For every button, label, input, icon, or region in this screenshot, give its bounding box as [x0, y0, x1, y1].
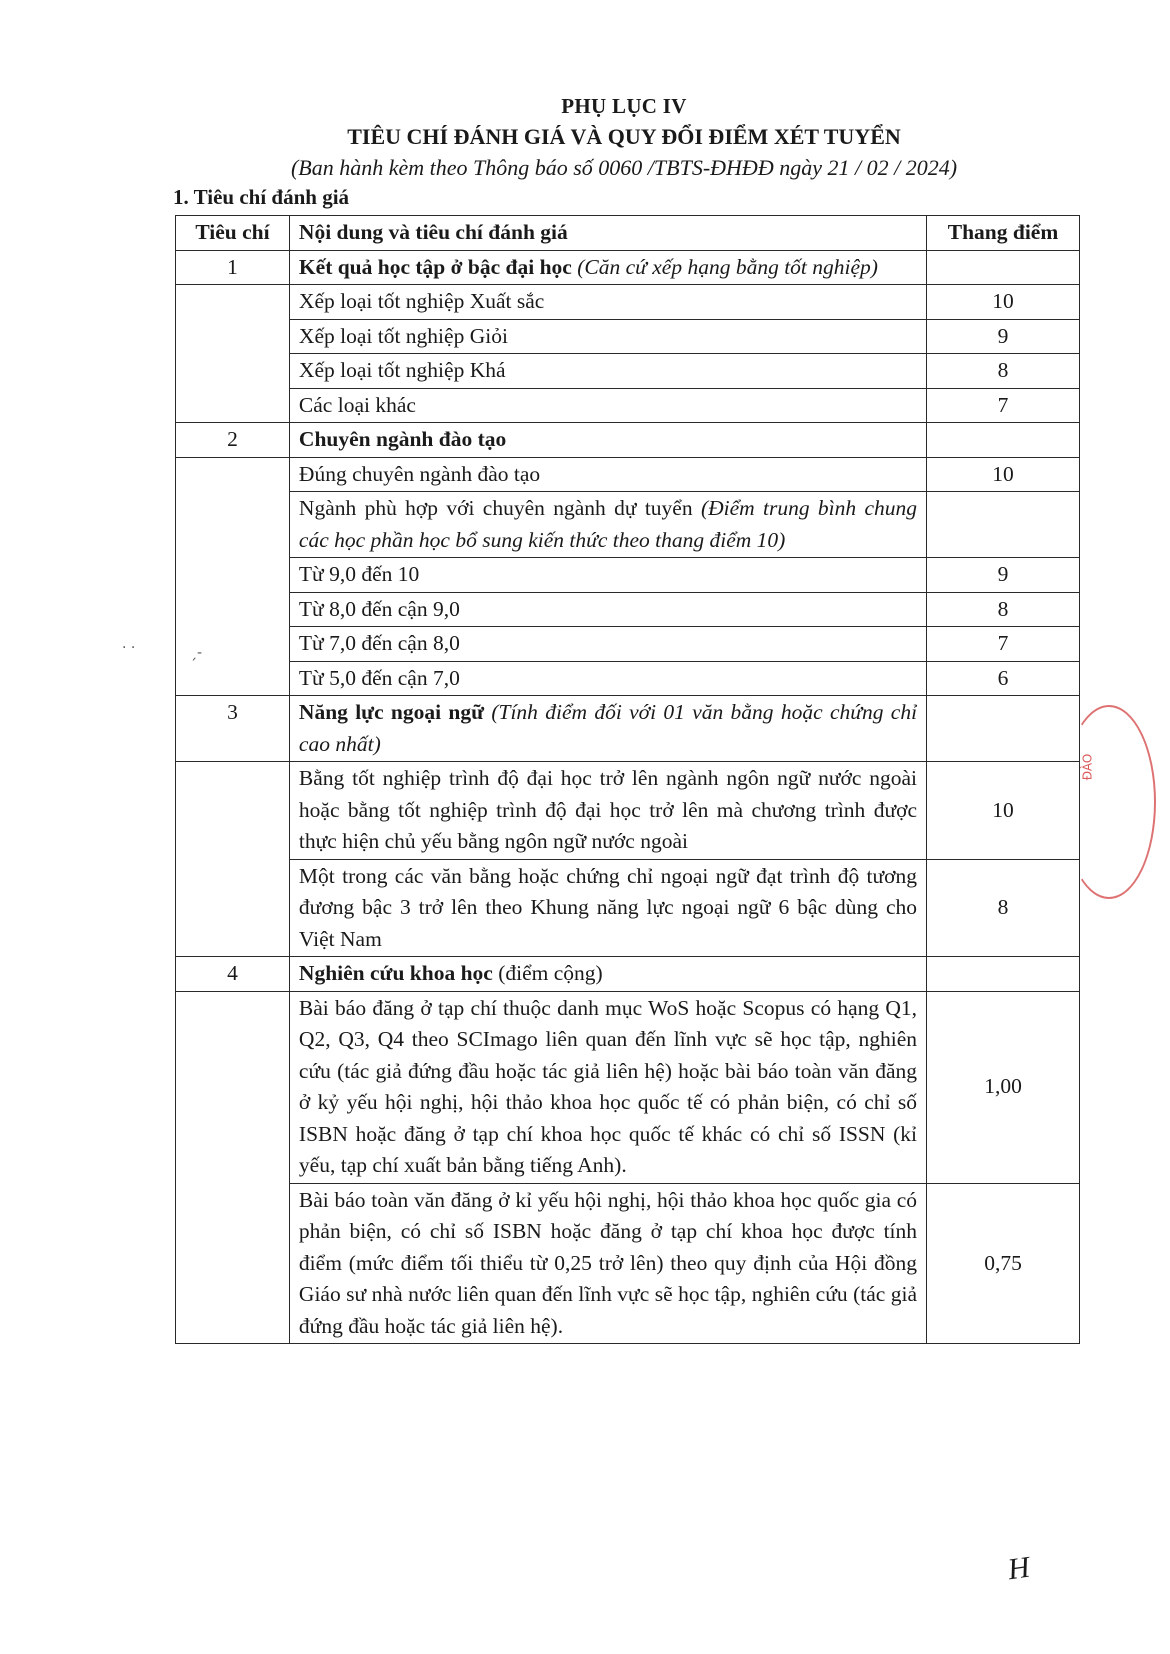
criterion-title-note: (Tính điểm đối với 01 văn bằng hoặc chứng chỉ cao nhất) [298, 700, 918, 756]
row-text: Từ 5,0 đến cận 7,0 [289, 661, 926, 696]
row-score: 7 [927, 388, 1080, 423]
criterion-number: 1 [176, 250, 290, 285]
table-row [176, 696, 1080, 762]
table-row [176, 388, 1080, 423]
table-row [176, 957, 1080, 992]
row-text: Từ 8,0 đến cận 9,0 [289, 592, 926, 627]
criterion-number: 4 [176, 957, 290, 992]
criterion-title [289, 250, 926, 285]
table-row [176, 423, 1080, 458]
table-row [176, 592, 1080, 627]
row-score [927, 492, 1080, 558]
row-score: 10 [927, 762, 1080, 860]
table-row [176, 354, 1080, 389]
stamp-fragment-text: ĐÀO [1080, 753, 1095, 781]
row-score: 8 [927, 592, 1080, 627]
table-row [176, 1183, 1080, 1344]
criterion-title [289, 423, 926, 458]
criterion-title [289, 957, 926, 992]
table-row [176, 285, 1080, 320]
criterion-number: 3 [176, 696, 290, 762]
row-score: 9 [927, 558, 1080, 593]
criterion-title-bold: Nghiên cứu khoa học [298, 961, 493, 985]
row-score: 7 [927, 627, 1080, 662]
row-text: Bằng tốt nghiệp trình độ đại học trở lên ngành ngôn ngữ nước ngoài hoặc bằng tốt nghiệp trình độ đại học trở lên mà chương trình được thực hiện chủ yếu bằng ngôn ngữ nước ngoài [289, 762, 926, 860]
document-title: TIÊU CHÍ ĐÁNH GIÁ VÀ QUY ĐỔI ĐIỂM XÉT TUYỂN [347, 124, 901, 149]
row-text [289, 492, 926, 558]
row-score: 1,00 [927, 991, 1080, 1183]
table-row [176, 457, 1080, 492]
table-row [176, 250, 1080, 285]
table-row [176, 558, 1080, 593]
score-cell [927, 957, 1080, 992]
table-row [176, 492, 1080, 558]
score-cell [927, 250, 1080, 285]
table-row [176, 661, 1080, 696]
row-score: 8 [927, 354, 1080, 389]
row-text: Từ 9,0 đến 10 [289, 558, 926, 593]
row-text: Xếp loại tốt nghiệp Khá [289, 354, 926, 389]
table-row [176, 319, 1080, 354]
criterion-title-bold: Năng lực ngoại ngữ [298, 700, 485, 724]
table-header-row [176, 216, 1080, 251]
criterion-title-bold: Chuyên ngành đào tạo [298, 427, 507, 451]
criterion-title [289, 696, 926, 762]
row-text: Bài báo toàn văn đăng ở kỉ yếu hội nghị, hội thảo khoa học quốc gia có phản biện, có chỉ số ISBN hoặc đăng ở tạp chí khoa học được tính điểm (mức điểm tối thiểu từ 0,25 trở lên) theo quy định của Hội đồng Giáo sư nhà nước liên quan đến lĩnh vực sẽ học tập, nghiên cứu (tác giả đứng đầu hoặc tác giả liên hệ). [289, 1183, 926, 1344]
table-row [176, 991, 1080, 1183]
row-text: Xếp loại tốt nghiệp Giỏi [289, 319, 926, 354]
section-heading: 1. Tiêu chí đánh giá [173, 185, 350, 209]
table-row [176, 762, 1080, 860]
score-cell [927, 696, 1080, 762]
row-text: Các loại khác [289, 388, 926, 423]
row-score: 8 [927, 859, 1080, 957]
col-header-criterion: Tiêu chí [176, 216, 290, 251]
red-stamp-mark [1062, 705, 1156, 899]
row-text: Từ 7,0 đến cận 8,0 [289, 627, 926, 662]
table-row [176, 859, 1080, 957]
row-text: Xếp loại tốt nghiệp Xuất sắc [289, 285, 926, 320]
row-score: 0,75 [927, 1183, 1080, 1344]
appendix-label: PHỤ LỤC IV [561, 94, 687, 118]
issued-note: (Ban hành kèm theo Thông báo số 0060 /TBTS-ĐHĐĐ ngày 21 / 02 / 2024) [290, 155, 958, 180]
row-text-main: Ngành phù hợp với chuyên ngành dự tuyển [298, 496, 693, 520]
signature-initials: H [1005, 1550, 1032, 1587]
criteria-table [175, 215, 1080, 1344]
criterion-title-plain: (điểm cộng) [498, 961, 603, 985]
col-header-score: Thang điểm [927, 216, 1080, 251]
criterion-title-note: (Căn cứ xếp hạng bằng tốt nghiệp) [577, 254, 878, 279]
row-score: 10 [927, 285, 1080, 320]
scan-speck-dot: · · [122, 640, 136, 656]
criterion-title-bold: Kết quả học tập ở bậc đại học [298, 254, 572, 279]
row-score: 10 [927, 457, 1080, 492]
table-row [176, 627, 1080, 662]
row-text-note: (Điểm trung bình chung các học phần học bổ sung kiến thức theo thang điểm 10) [298, 496, 918, 552]
row-text: Bài báo đăng ở tạp chí thuộc danh mục WoS hoặc Scopus có hạng Q1, Q2, Q3, Q4 theo SCImago liên quan đến lĩnh vực sẽ học tập, nghiên cứu (tác giả đứng đầu hoặc tác giả liên hệ) hoặc bài báo toàn văn đăng ở kỷ yếu hội nghị, hội thảo khoa học quốc tế có phản biện, có chỉ số ISBN hoặc đăng ở tạp chí khoa học quốc tế khác có chỉ số ISSN (kỉ yếu, tạp chí xuất bản bằng tiếng Anh). [289, 991, 926, 1183]
row-score: 6 [927, 661, 1080, 696]
row-text: Một trong các văn bằng hoặc chứng chỉ ngoại ngữ đạt trình độ tương đương bậc 3 trở lên theo Khung năng lực ngoại ngữ 6 bậc dùng cho Việt Nam [289, 859, 926, 957]
score-cell [927, 423, 1080, 458]
row-text: Đúng chuyên ngành đào tạo [289, 457, 926, 492]
row-score: 9 [927, 319, 1080, 354]
scan-speck-mark: ˏ- [190, 645, 203, 661]
col-header-content: Nội dung và tiêu chí đánh giá [289, 216, 926, 251]
criterion-number: 2 [176, 423, 290, 458]
